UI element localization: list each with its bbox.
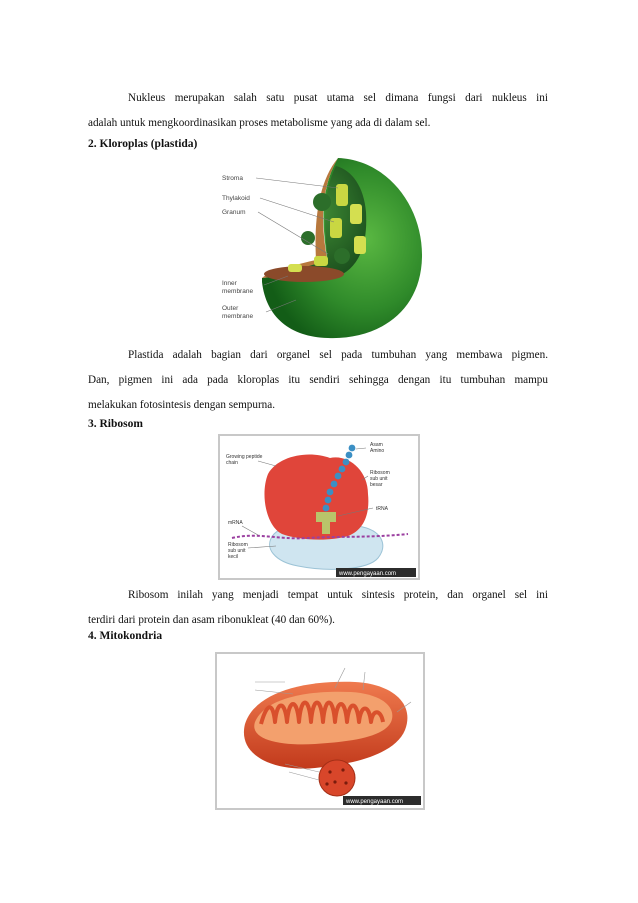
label-besar: besar bbox=[370, 482, 383, 488]
label-trna: tRNA bbox=[376, 506, 388, 512]
label-inner: Inner bbox=[222, 280, 237, 287]
chloroplast-figure bbox=[218, 152, 440, 342]
label-growing-peptide: Growing peptide bbox=[226, 454, 263, 460]
mitochondria-figure bbox=[215, 652, 425, 810]
label-amino: Amino bbox=[370, 448, 385, 454]
label-thylakoid: Thylakoid bbox=[222, 195, 250, 202]
paragraph-nukleus bbox=[88, 86, 548, 136]
ribosome-figure bbox=[218, 434, 420, 580]
heading-ribosom: 3. Ribosom bbox=[88, 418, 143, 430]
ribosome-illustration bbox=[218, 434, 420, 580]
label-stroma: Stroma bbox=[222, 175, 243, 182]
paragraph-line: melakukan fotosintesis dengan sempurna. bbox=[88, 399, 276, 411]
mitochondria-illustration bbox=[215, 652, 425, 810]
label-sub-unit-large: sub unit bbox=[370, 476, 388, 482]
label-outer-membrane: membrane bbox=[222, 313, 254, 320]
matrix-zoom-circle bbox=[319, 760, 355, 796]
paragraph-line: Plastida adalah bagian dari organel sel pada tumbuhan yang membawa pigmen. bbox=[128, 349, 548, 361]
paragraph-line: adalah untuk mengkoordinasikan proses metabolisme yang ada di dalam sel. bbox=[88, 117, 431, 129]
paragraph-plastida bbox=[88, 343, 548, 418]
paragraph-line: Nukleus merupakan salah satu pusat utama sel dimana fungsi dari nukleus ini bbox=[128, 92, 548, 104]
label-ribosom-large: Ribosom bbox=[370, 470, 390, 476]
chloroplast-illustration bbox=[218, 152, 440, 342]
paragraph-line: Ribosom inilah yang menjadi tempat untuk sintesis protein, dan organel sel ini bbox=[128, 589, 548, 601]
paragraph-line: terdiri dari protein dan asam ribonukleat (40 dan 60%). bbox=[88, 614, 335, 626]
inner-membrane-floor bbox=[264, 266, 344, 282]
watermark: www.pengayaan.com bbox=[339, 571, 397, 577]
label-chain: chain bbox=[226, 460, 238, 466]
large-subunit bbox=[264, 455, 368, 540]
label-mrna: mRNA bbox=[228, 520, 243, 526]
label-kecil: kecil bbox=[228, 554, 239, 560]
heading-kloroplas: 2. Kloroplas (plastida) bbox=[88, 138, 198, 150]
label-sub-unit-small: sub unit bbox=[228, 548, 246, 554]
watermark: www.pengayaan.com bbox=[346, 799, 404, 805]
label-inner-membrane: membrane bbox=[222, 288, 254, 295]
label-outer: Outer bbox=[222, 305, 239, 312]
heading-mitokondria: 4. Mitokondria bbox=[88, 630, 163, 642]
paragraph-line: Dan, pigmen ini ada pada kloroplas itu sendiri sehingga dengan itu tumbuhan mampu bbox=[88, 374, 548, 386]
paragraph-ribosom bbox=[88, 583, 548, 633]
label-ribosom-small: Ribosom bbox=[228, 542, 248, 548]
label-asam: Asam bbox=[370, 442, 383, 448]
label-granum: Granum bbox=[222, 209, 246, 216]
